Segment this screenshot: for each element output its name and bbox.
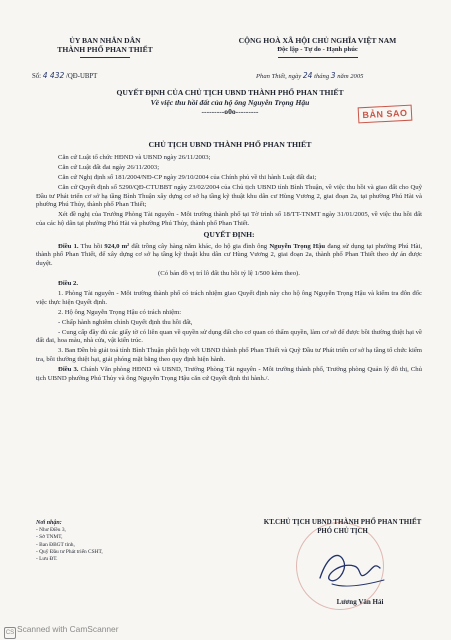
recipient-item: - Quỹ Đầu tư Phát triển CSHT, xyxy=(36,548,103,555)
date-month-label: tháng xyxy=(314,73,330,80)
signer-name: Lương Văn Hải xyxy=(336,598,384,606)
article-1-owner: Nguyễn Trọng Hậu xyxy=(269,242,326,250)
document-body xyxy=(36,154,422,385)
article-1-area: 924,0 m² xyxy=(104,242,130,250)
handwritten-signature xyxy=(310,540,390,596)
article-1-rest: đang sử dụng tại phường Phú Hài, thành phố Phan Thiết, để xây dựng cơ sở hạ tầng kỹ thuật khu dân cư Hùng Vương 2, giai đoạn 2a, thành phố Phan Thiết theo dự án được duyệt. xyxy=(36,242,423,267)
decision-heading: QUYẾT ĐỊNH: xyxy=(203,229,255,239)
camscanner-logo-icon: CS xyxy=(4,627,16,639)
watermark-text: Scanned with CamScanner xyxy=(17,624,119,634)
basis-1: Căn cứ Luật tổ chức HĐND và UBND ngày 26/11/2003; xyxy=(58,154,211,161)
recipient-item: - Lưu ĐT. xyxy=(36,556,58,563)
article-2-item3: - Chấp hành nghiêm chỉnh Quyết định thu hồi đất, xyxy=(58,318,193,326)
basis-5: Xét đề nghị của Trưởng Phòng Tài nguyên - Môi trường thành phố tại Tờ trình số 18/TT-TNMT ngày 31/01/2005, về việc thu hồi đất của các hộ dân tại phường Phú Hài và phường Phú Thủy, thành phố Phan Thiết. xyxy=(36,211,422,228)
article-2-item5: 3. Ban Đền bù giải toả tỉnh Bình Thuận phối hợp với UBND thành phố Phan Thiết và Quỹ Đầu tư Phát triển cơ sở hạ tầng tổ chức kiểm tra, bồi thường thiệt hại, giải phóng mặt bằng theo quy định hiện hành. xyxy=(36,347,422,364)
number-handwritten: 4 432 xyxy=(42,71,65,80)
basis-2: Căn cứ Luật đất đai ngày 26/11/2003; xyxy=(58,164,160,171)
date-month: 3 xyxy=(330,71,336,80)
article-1-mid: đất trồng cây hàng năm khác, do hộ gia đình ông xyxy=(129,242,270,250)
article-1 xyxy=(36,243,422,269)
basis-3: Căn cứ Nghị định số 181/2004/NĐ-CP ngày 29/10/2004 của Chính phủ về thi hành Luật đất đai; xyxy=(58,174,317,181)
authority-line2: THÀNH PHỐ PHAN THIẾT xyxy=(57,45,153,54)
issuing-authority xyxy=(30,36,180,54)
article-1-note: (Có bản đồ vị trí lô đất thu hồi tỷ lệ 1/500 kèm theo). xyxy=(158,269,300,277)
date-day: 24 xyxy=(302,71,313,80)
authority-line1: ỦY BAN NHÂN DÂN xyxy=(69,36,141,45)
signature-role: PHÓ CHỦ TỊCH xyxy=(317,528,368,535)
document-date xyxy=(256,71,363,80)
date-year: năm 2005 xyxy=(337,73,364,80)
national-motto xyxy=(210,36,425,54)
number-prefix: Số: xyxy=(32,73,42,80)
date-prefix: Phan Thiết, ngày xyxy=(256,73,302,80)
motto-line2: Độc lập - Tự do - Hạnh phúc xyxy=(277,46,358,53)
article-3-label: Điều 3. xyxy=(58,366,79,374)
copy-stamp: BẢN SAO xyxy=(358,105,413,124)
signature-block xyxy=(245,518,440,536)
basis-4: Căn cứ Quyết định số 5290/QĐ-CTUBBT ngày 23/02/2004 của Chủ tịch UBND tỉnh Bình Thuận, về việc thu hồi và giao đất cho Quỹ Đầu tư Phát triển cơ sở hạ tầng Bình Thuận xây dựng cơ sở hạ tầng kỹ thuật khu dân cư Hùng Vương 2, giai đoạn 2a, tại phường Phú Hài và phường Phú Thủy, thành phố Phan Thiết; xyxy=(36,184,422,209)
article-2-item1: 1. Phòng Tài nguyên - Môi trường thành phố có trách nhiệm giao Quyết định này cho hộ ông Nguyễn Trọng Hậu và kiểm tra đôn đốc việc thực hiện Quyết định. xyxy=(36,289,422,306)
title-line1: QUYẾT ĐỊNH CỦA CHỦ TỊCH UBND THÀNH PHỐ PHAN THIẾT xyxy=(116,88,344,97)
article-2-item4: - Cung cấp đầy đủ các giấy tờ có liên quan về quyền sử dụng đất cho cơ quan có thẩm quyền, làm cơ sở để được bồi thường thiệt hại về đất đai, hoa màu, nhà cửa, vật kiến trúc. xyxy=(36,328,422,345)
recipients-heading: Nơi nhận: xyxy=(36,520,62,526)
motto-line1: CỘNG HOÀ XÃ HỘI CHỦ NGHĨA VIỆT NAM xyxy=(238,36,397,45)
issuer-heading: CHỦ TỊCH UBND THÀNH PHỐ PHAN THIẾT xyxy=(148,140,312,149)
scanner-watermark xyxy=(4,624,119,639)
article-1-lead: Thu hồi xyxy=(78,242,105,250)
article-3 xyxy=(36,366,422,383)
document-number xyxy=(32,71,97,80)
header-right-rule xyxy=(278,57,358,58)
article-1-label: Điều 1. xyxy=(58,242,79,250)
article-2-item2: 2. Hộ ông Nguyễn Trọng Hậu có trách nhiệm: xyxy=(58,308,182,316)
header-left-rule xyxy=(80,57,130,58)
signature-line1: KT.CHỦ TỊCH UBND THÀNH PHỐ PHAN THIẾT xyxy=(263,518,422,526)
article-3-text: Chánh Văn phòng HĐND và UBND, Trưởng Phòng Tài nguyên - Môi trường thành phố, Trưởng phòng Quản lý đô thị, Chủ tịch UBND phường Phú Thủy và ông Nguyễn Trọng Hậu căn cứ Quyết định thi hành./. xyxy=(36,366,422,382)
article-2-label: Điều 2. xyxy=(58,279,79,287)
recipient-item: - Sở TNMT, xyxy=(36,534,63,541)
recipient-item: - Như Điều 3, xyxy=(36,527,66,534)
title-line3: ---------o0o--------- xyxy=(201,107,259,116)
number-suffix: /QĐ-UBPT xyxy=(65,73,98,80)
recipient-item: - Ban ĐBGT tỉnh, xyxy=(36,541,75,548)
recipients-list xyxy=(36,520,166,563)
title-line2: Về việc thu hồi đất của hộ ông Nguyễn Trọng Hậu xyxy=(150,97,310,107)
